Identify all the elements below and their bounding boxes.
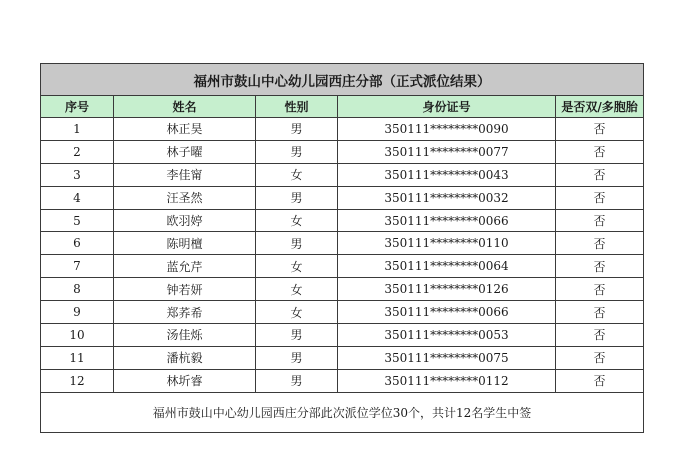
cell-twins: 否 — [556, 118, 644, 141]
cell-name: 潘杭毅 — [114, 346, 256, 369]
cell-seq: 6 — [41, 232, 114, 255]
header-twins: 是否双/多胞胎 — [556, 96, 644, 118]
cell-twins: 否 — [556, 255, 644, 278]
cell-id: 350111********0064 — [338, 255, 556, 278]
cell-gender: 女 — [256, 255, 338, 278]
title-row — [41, 64, 644, 96]
cell-name: 钟若妍 — [114, 278, 256, 301]
cell-name: 欧羽婷 — [114, 209, 256, 232]
cell-name: 李佳甯 — [114, 163, 256, 186]
footer-note: 福州市鼓山中心幼儿园西庄分部此次派位学位30个，共计12名学生中签 — [41, 392, 644, 432]
table-row — [41, 369, 644, 392]
cell-id: 350111********0112 — [338, 369, 556, 392]
cell-gender: 男 — [256, 346, 338, 369]
table-row — [41, 232, 644, 255]
cell-twins: 否 — [556, 163, 644, 186]
cell-twins: 否 — [556, 278, 644, 301]
cell-twins: 否 — [556, 346, 644, 369]
cell-seq: 12 — [41, 369, 114, 392]
table-row — [41, 186, 644, 209]
cell-name: 林圻睿 — [114, 369, 256, 392]
cell-seq: 10 — [41, 324, 114, 347]
cell-gender: 男 — [256, 369, 338, 392]
cell-name: 汤佳烁 — [114, 324, 256, 347]
cell-twins: 否 — [556, 301, 644, 324]
cell-id: 350111********0110 — [338, 232, 556, 255]
table-row — [41, 140, 644, 163]
cell-name: 蓝允芹 — [114, 255, 256, 278]
table-title: 福州市鼓山中心幼儿园西庄分部（正式派位结果） — [41, 64, 644, 96]
table-row — [41, 255, 644, 278]
cell-gender: 男 — [256, 118, 338, 141]
cell-seq: 7 — [41, 255, 114, 278]
cell-gender: 女 — [256, 301, 338, 324]
table-row — [41, 346, 644, 369]
cell-gender: 男 — [256, 324, 338, 347]
cell-gender: 女 — [256, 209, 338, 232]
table-row — [41, 163, 644, 186]
cell-twins: 否 — [556, 324, 644, 347]
header-row — [41, 96, 644, 118]
cell-name: 林正昊 — [114, 118, 256, 141]
cell-seq: 11 — [41, 346, 114, 369]
cell-gender: 女 — [256, 278, 338, 301]
cell-seq: 2 — [41, 140, 114, 163]
header-name: 姓名 — [114, 96, 256, 118]
cell-twins: 否 — [556, 232, 644, 255]
footer-row — [41, 392, 644, 432]
header-seq: 序号 — [41, 96, 114, 118]
cell-id: 350111********0075 — [338, 346, 556, 369]
cell-twins: 否 — [556, 369, 644, 392]
cell-twins: 否 — [556, 186, 644, 209]
cell-gender: 男 — [256, 140, 338, 163]
cell-seq: 8 — [41, 278, 114, 301]
cell-id: 350111********0090 — [338, 118, 556, 141]
cell-id: 350111********0066 — [338, 301, 556, 324]
cell-id: 350111********0043 — [338, 163, 556, 186]
cell-id: 350111********0066 — [338, 209, 556, 232]
cell-id: 350111********0126 — [338, 278, 556, 301]
cell-gender: 男 — [256, 186, 338, 209]
cell-seq: 1 — [41, 118, 114, 141]
cell-seq: 4 — [41, 186, 114, 209]
cell-id: 350111********0032 — [338, 186, 556, 209]
cell-name: 林子曜 — [114, 140, 256, 163]
table-row — [41, 209, 644, 232]
table-row — [41, 301, 644, 324]
cell-name: 郑荞希 — [114, 301, 256, 324]
cell-seq: 9 — [41, 301, 114, 324]
cell-gender: 男 — [256, 232, 338, 255]
header-id: 身份证号 — [338, 96, 556, 118]
cell-id: 350111********0077 — [338, 140, 556, 163]
cell-twins: 否 — [556, 209, 644, 232]
allocation-results-table — [40, 63, 644, 433]
cell-id: 350111********0053 — [338, 324, 556, 347]
cell-seq: 3 — [41, 163, 114, 186]
cell-name: 汪圣然 — [114, 186, 256, 209]
table-row — [41, 118, 644, 141]
table-row — [41, 324, 644, 347]
table-row — [41, 278, 644, 301]
cell-twins: 否 — [556, 140, 644, 163]
header-gender: 性别 — [256, 96, 338, 118]
cell-gender: 女 — [256, 163, 338, 186]
cell-name: 陈明檀 — [114, 232, 256, 255]
cell-seq: 5 — [41, 209, 114, 232]
